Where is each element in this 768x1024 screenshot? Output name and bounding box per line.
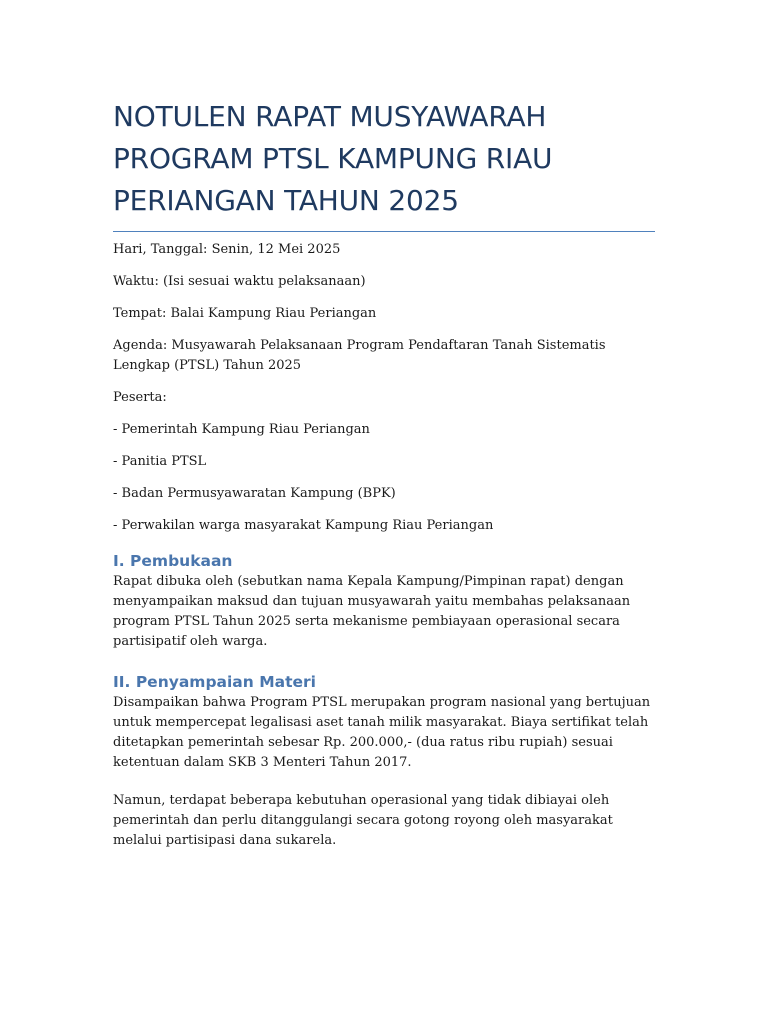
title-line: NOTULEN RAPAT MUSYAWARAH bbox=[113, 100, 547, 133]
section-heading-penyampaian-materi: II. Penyampaian Materi bbox=[113, 673, 316, 691]
meta-participants-label: Peserta: bbox=[113, 390, 167, 405]
meta-agenda: Agenda: Musyawarah Pelaksanaan Program Pendaftaran Tanah Sistematis Lengkap (PTSL) Tahun 2025 bbox=[113, 338, 606, 373]
title-divider bbox=[113, 231, 655, 232]
title-line: PERIANGAN TAHUN 2025 bbox=[113, 184, 459, 217]
section-paragraph: Namun, terdapat beberapa kebutuhan operasional yang tidak dibiayai oleh pemerintah dan perlu ditanggulangi secara gotong royong oleh masyarakat melalui partisipasi dana sukarela. bbox=[113, 793, 613, 848]
meta-date: Hari, Tanggal: Senin, 12 Mei 2025 bbox=[113, 242, 341, 257]
document-title bbox=[113, 96, 655, 222]
participant-item: - Panitia PTSL bbox=[113, 454, 207, 469]
meta-place: Tempat: Balai Kampung Riau Periangan bbox=[113, 306, 377, 321]
section-heading-pembukaan: I. Pembukaan bbox=[113, 552, 233, 570]
meta-time: Waktu: (Isi sesuai waktu pelaksanaan) bbox=[113, 274, 366, 289]
section-paragraph: Disampaikan bahwa Program PTSL merupakan program nasional yang bertujuan untuk mempercepat legalisasi aset tanah milik masyarakat. Biaya sertifikat telah ditetapkan pemerintah sebesar Rp. 200.000,- (dua ratus ribu rupiah) sesuai ketentuan dalam SKB 3 Menteri Tahun 2017. bbox=[113, 695, 651, 770]
section-paragraph: Rapat dibuka oleh (sebutkan nama Kepala Kampung/Pimpinan rapat) dengan menyampaikan maksud dan tujuan musyawarah yaitu membahas pelaksanaan program PTSL Tahun 2025 serta mekanisme pembiayaan operasional secara partisipatif oleh warga. bbox=[113, 574, 631, 649]
participant-item: - Pemerintah Kampung Riau Periangan bbox=[113, 422, 370, 437]
title-line: PROGRAM PTSL KAMPUNG RIAU bbox=[113, 142, 553, 175]
document-body bbox=[113, 240, 658, 851]
participant-item: - Perwakilan warga masyarakat Kampung Riau Periangan bbox=[113, 518, 494, 533]
title-block bbox=[113, 96, 655, 232]
participant-item: - Badan Permusyawaratan Kampung (BPK) bbox=[113, 486, 396, 501]
